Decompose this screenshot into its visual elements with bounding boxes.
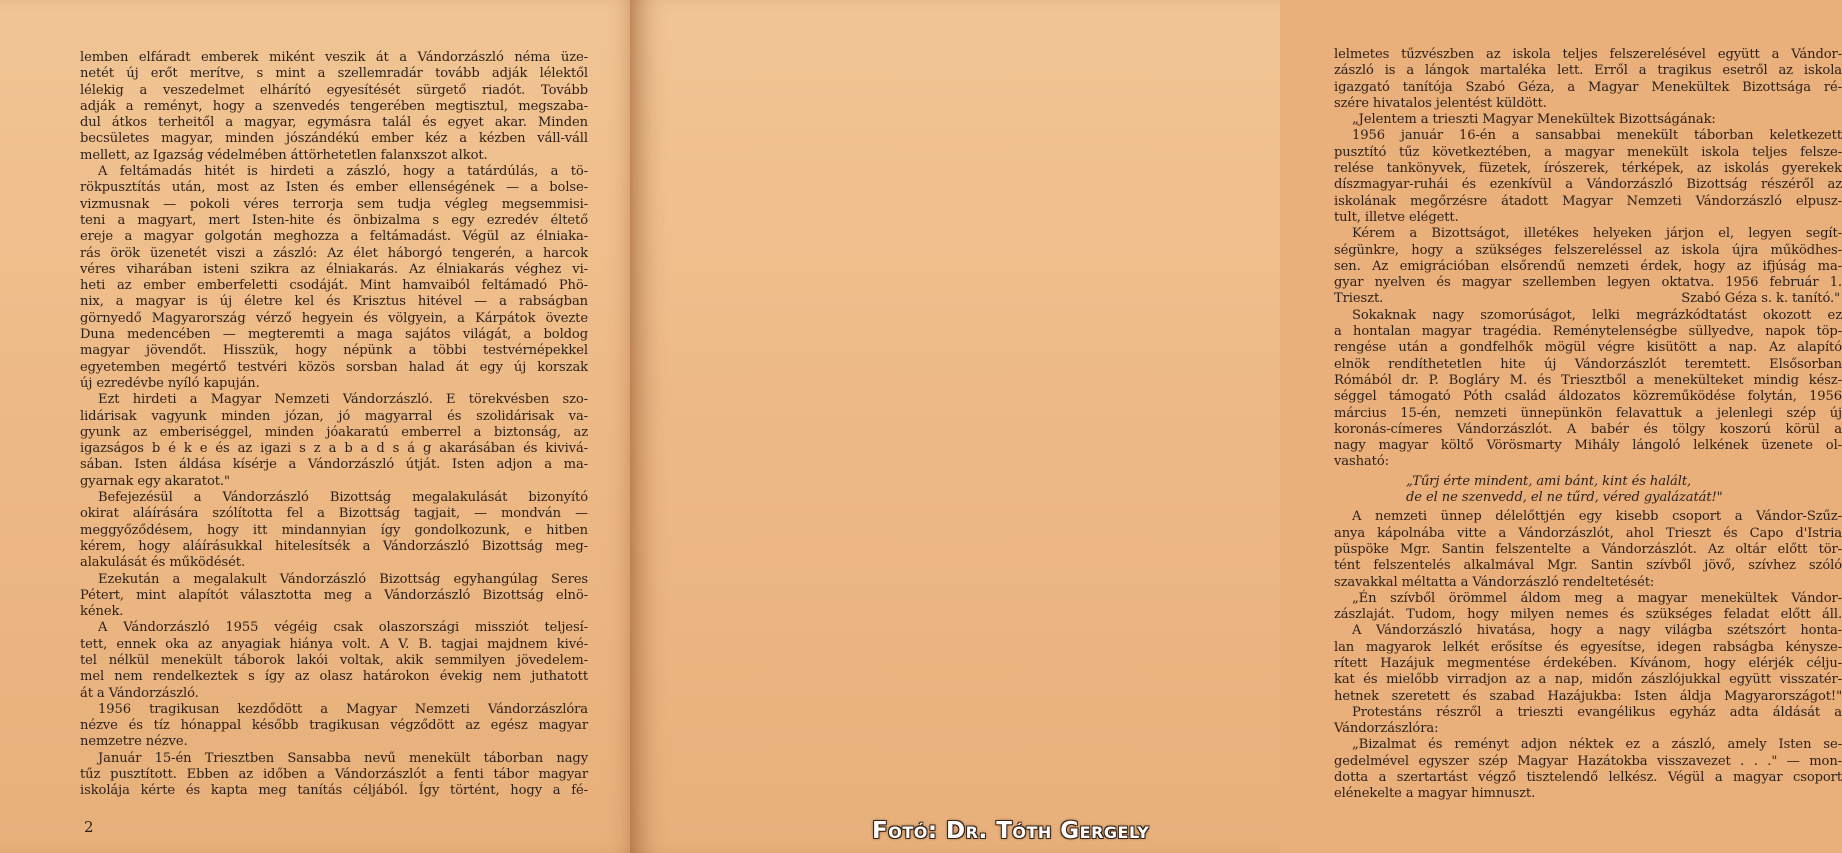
text-line: zászló is a lángok martaléka lett. Erről a tragikus esetről az iskola [1334,63,1842,79]
text-line: mellett, az Igazság védelmében áttörhetetlen falanxszot alkot. [80,147,488,163]
text-line: díszmagyar-ruhái és ezenkívül a Vándorzászló Bizottság részéről az [1334,177,1842,193]
left-page-text [80,50,588,800]
text-line: iskolának megőrzésre átadott Magyar Nemzeti Vándorzászló elpusz- [1334,193,1842,209]
text-line: rített Hazájuk megmentése érdekében. Kívánom, hogy elérjék célju- [1334,655,1842,671]
text-line: a hontalan magyar tragédia. Reménytelenségbe süllyedve, napok töp- [1334,324,1842,340]
text-line: 1956 január 16-én a sansabbai menekült táborban keletkezett [1352,128,1842,144]
text-line: gyarnak egy akaratot." [80,473,230,489]
text-line: koronás-címeres Vándorzászlót. A babér és tölgy koszorú körül a [1334,421,1842,437]
text-line: Rómából dr. P. Boglárу M. és Triesztből a menekülteket mindig kész- [1334,372,1842,388]
signature-name: Szabó Géza s. k. tanító." [1681,291,1840,307]
text-line: pusztító tűz következtében, a magyar menekült iskola teljes felsze- [1334,144,1842,160]
text-line: hetnek szeretett és szabad Hazájukba: Isten áldja Magyarországot!" [1334,688,1842,704]
text-line: elénekelte a magyar himnuszt. [1334,786,1536,802]
right-page-text [1334,47,1842,803]
text-line: rengése után a gondfelhők mögül végre kisütött a nap. Az alapító [1334,340,1842,356]
text-line: nagy magyar költő Vörösmarty Mihály lángoló lelkének üzenete ol- [1334,438,1842,454]
signature-place: Trieszt. [1334,291,1384,307]
text-line: Ezekután a megalakult Vándorzászló Bizottság egyhangúlag Seres [98,571,588,587]
text-line: meggyőződésem, hogy itt mindannyian így gondolkozunk, e hitben [80,522,588,538]
text-line: Vándorzászlóra: [1334,721,1439,737]
text-line: dotta a szertartást végző tisztelendő lelkész. Végül a magyar csoport [1334,770,1842,786]
text-line: „Én szívből örömmel áldom meg a magyar menekültek Vándor- [1352,590,1842,606]
text-line: magyar jövendőt. Hisszük, hogy népünk a többi testvérnépekkel [80,343,588,359]
text-line: gedelmével egyszer szép Magyar Hazátokba visszavezet . . ." — mon- [1334,753,1842,769]
photo-credit-watermark: Fotó: Dr. Tóth Gergely [872,818,1150,844]
text-line: ereje a magyar golgotán meghozza a feltámadást. Végül az élniaka- [80,229,588,245]
text-line: szavakkal méltatta a Vándorzászló rendeltetését: [1334,574,1655,590]
text-line: A feltámadás hitét is hirdeti a zászló, hogy a tatárdúlás, a tö- [98,164,588,180]
text-line: kat és mielőbb virradjon az a nap, midőn zászlójukkal együtt visszatér- [1334,672,1842,688]
text-line: nézve és tíz hónappal később tragikusan végződött az egész magyar [80,718,588,734]
text-line: Ezt hirdeti a Magyar Nemzeti Vándorzászló. E törekvésben szo- [98,392,588,408]
text-line: iskolája kérte és kapta meg tanítás céljából. Így történt, hogy a fé- [80,783,588,799]
text-line: ségünkre, hogy a szükséges felszereléssel az iskola újra működhes- [1334,242,1842,258]
left-page [0,0,637,853]
text-line: tult, illetve elégett. [1334,209,1459,225]
text-line: A nemzeti ünnep délelőttjén egy kisebb csoport a Vándor-Szűz- [1352,509,1842,525]
text-line: séggel támogató Póth család áldozatos közreműködése folytán, 1956 [1334,389,1842,405]
poem-quote [1334,474,1842,507]
text-line: igazgató tanítója Szabó Géza, a Magyar Menekültek Bizottsága ré- [1334,79,1842,95]
text-line: tel nélkül menekült táborok lakói voltak, akik semmilyen jövedelem- [80,652,588,668]
text-line: igazságos b é k e és az igazi s z a b a d s á g akarásában és kivivá- [80,441,588,457]
text-line: nemzetre nézve. [80,734,188,750]
text-line: Protestáns részről a trieszti evangélikus egyház adta áldását a [1352,704,1842,720]
text-line: rökpusztítás után, most az Isten és ember ellenségének — a bolse- [80,180,588,196]
text-line: Január 15-én Triesztben Sansabba nevű menekült táborban nagy [98,750,588,766]
text-line: Duna medencében — megteremti a maga sajátos világát, a boldog [80,327,588,343]
text-line: A Vándorzászló 1955 végéig csak olaszországi missziót teljesí- [98,620,588,636]
text-line: rás örök üzenetét viszi a zászló: Az élet háborgó tengerén, a harcok [80,245,588,261]
text-line: kérem, hogy aláírásukkal hitelesítsék a Vándorzászló Bizottság meg- [80,538,588,554]
text-line: adják a reményt, hogy a szenvedés tengerében megtisztul, megszaba- [80,98,588,114]
text-line: alakulását és működését. [80,555,246,571]
text-line: heti az ember emberfeletti csodáját. Mint hamvaiból feltámadó Phö- [80,278,588,294]
text-line: „Bizalmat és reményt adjon néktek ez a zászló, amely Isten se- [1352,737,1842,753]
text-line: becsületes magyar, minden jószándékú ember kéz a kézben váll-váll [80,131,588,147]
text-line: sen. Az emigrációban elsőrendű nemzeti érdek, hogy az ifjúság ma- [1334,258,1842,274]
text-line: tett, ennek oka az anyagiak hiánya volt. A V. B. tagjai majdnem kivé- [80,636,588,652]
text-line: dul átkos terheitől a magyar, egymásra talál és egyet akar. Minden [80,115,588,131]
text-line: át a Vándorzászló. [80,685,199,701]
quote-line: „Tűrj érte mindent, ami bánt, kint és halált, [1406,473,1692,489]
text-line: püspöke Mgr. Santin felszentelte a Vándorzászlót. Az oltár előtt tör- [1334,541,1842,557]
text-line: új ezredévbe nyíló kapuján. [80,375,260,391]
text-line: gyar nyelven és magyar szellemben legyen oktatva. 1956 február 1. [1334,275,1842,291]
text-line: anya kápolnába vitte a Vándorzászlót, ahol Trieszt és Capo d'Istria [1334,525,1842,541]
text-line: görnyedő Magyarország vérző hegyein és völgyein, a Kárpátok övezte [80,310,588,326]
text-line: Kérem a Bizottságot, illetékes helyeken járjon el, legyen segít- [1352,226,1842,242]
text-line: netét új erőt merítve, s mint a szellemradár tovább adják lélektől [80,66,588,82]
text-line: lemben elfáradt emberek miként veszik át a Vándorzászló néma üze- [80,50,588,65]
page-number: 2 [84,818,94,836]
signature-line [1334,291,1842,307]
text-line: szére hivatalos jelentést küldött. [1334,95,1547,111]
text-line: lan magyarok lelkét erősítse és egyesítse, idegen rabságba kényszе- [1334,639,1842,655]
text-line: zászlaját. Tudom, hogy milyen nemes és szükséges feladat előtt áll. [1334,607,1842,623]
text-line: Sokaknak nagy szomorúságot, lelki megrázkódtatást okozott ez [1352,307,1842,323]
text-line: teni a magyart, mert Isten-hite és önbizalma s egy ezredév éltető [80,212,588,228]
text-line: kének. [80,604,124,620]
text-line: relése tankönyvek, füzetek, írószerek, térképek, az iskolás gyerekek [1334,161,1842,177]
text-line: „Jelentem a trieszti Magyar Menekültek Bizottságának: [1352,112,1716,128]
text-line: vasható: [1334,454,1389,470]
right-page [637,0,1842,853]
text-line: okirat aláírására szólította fel a Bizottság tagjait, — mondván — [80,506,588,522]
text-line: Befejezésül a Vándorzászló Bizottság megalakulását bizonyító [98,490,588,506]
text-line: vizmusnak — pokoli véres terrorja sem tudja végleg megsemmisi- [80,196,588,212]
text-line: 1956 tragikusan kezdődött a Magyar Nemzeti Vándorzászlóra [98,701,588,717]
text-line: március 15-én, nemzeti ünnepünkön felavattuk a jelenlegi szép új [1334,405,1842,421]
text-line: lélekig a veszedelmet elhárító egyesítését sürgető riadót. Tovább [80,82,588,98]
text-line: elnök rendíthetetlen hite új Vándorzászlót teremtett. Elsősorban [1334,356,1842,372]
text-line: tént felszentelés alkalmával Mgr. Santin szívből jövő, szívhez szóló [1334,558,1842,574]
text-line: tűz pusztított. Ebben az időben a Vándorzászlót a fenti tábor magyar [80,767,588,783]
text-line: A Vándorzászló hivatása, hogy a nagy világba szétszórt honta- [1352,623,1842,639]
text-line: sában. Isten áldása kísérje a Vándorzászló útját. Isten adjon a ma- [80,457,588,473]
text-line: véres viharában isteni szikra az élniakarás. Az élniakarás véghez vi- [80,261,588,277]
text-line: lidárisak vagyunk minden józan, jó magyarral és szolidárisak va- [80,408,588,424]
text-line: nix, a magyar is új életre kel és Krisztus hitével — a rabságban [80,294,588,310]
text-line: egyetemben megértő testvéri közös sorsban halad át egy új korszak [80,359,588,375]
text-line: Pétert, mint alapítót választotta meg a Vándorzászló Bizottság elnö- [80,587,588,603]
text-line: mel nem rendelkeztek s így az olasz határokon évekig nem juthatott [80,669,588,685]
text-line: gyunk az emberiséggel, minden jóakaratú emberrel a biztonság, az [80,424,588,440]
text-line: lelmetes tűzvészben az iskola teljes felszerelésével együtt a Vándor- [1334,47,1842,62]
quote-line: de el ne szenvedd, el ne tűrd, véred gyalázatát!" [1406,490,1723,506]
